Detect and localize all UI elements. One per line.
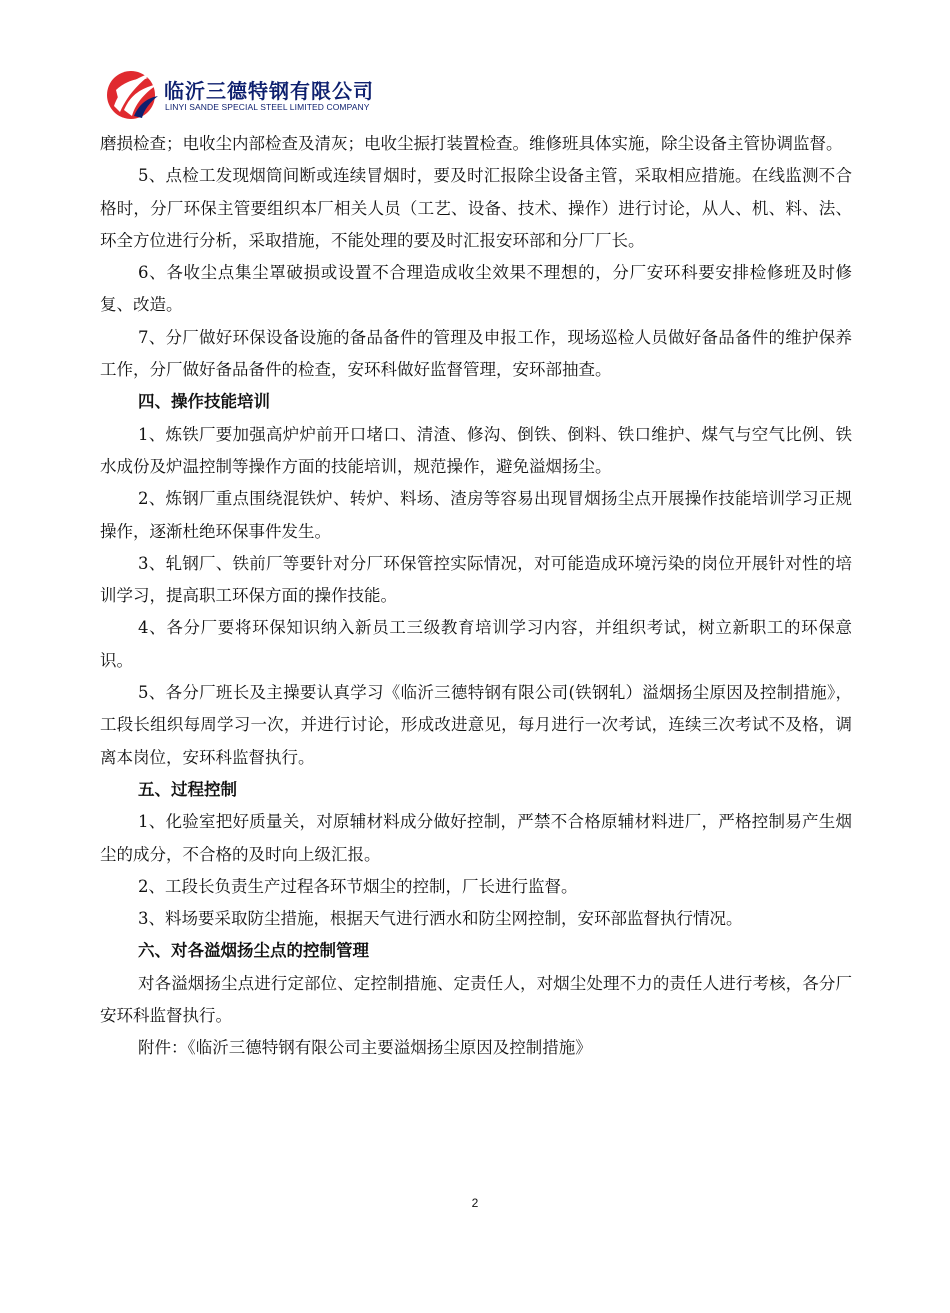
paragraph: 5、点检工发现烟筒间断或连续冒烟时，要及时汇报除尘设备主管，采取相应措施。在线监测不合格时，分厂环保主管要组织本厂相关人员（工艺、设备、技术、操作）进行讨论，从人、机、料、法、环全方位进行分析，采取措施，不能处理的要及时汇报安环部和分厂厂长。 (100, 166, 852, 250)
company-name-cn: 临沂三德特钢有限公司 (164, 79, 374, 103)
paragraph: 7、分厂做好环保设备设施的备品备件的管理及申报工作，现场巡检人员做好备品备件的维护保养工作，分厂做好备品备件的检查，安环科做好监督管理，安环部抽查。 (100, 327, 852, 380)
document-header (104, 64, 864, 124)
document-body (100, 128, 852, 1065)
paragraph: 1、炼铁厂要加强高炉炉前开口堵口、清渣、修沟、倒铁、倒料、铁口维护、煤气与空气比例、铁水成份及炉温控制等操作方面的技能培训，规范操作，避免溢烟扬尘。 (100, 424, 852, 476)
paragraph: 5、各分厂班长及主操要认真学习《临沂三德特钢有限公司(铁钢轧）溢烟扬尘原因及控制措施》，工段长组织每周学习一次，并进行讨论，形成改进意见，每月进行一次考试，连续三次考试不及格，调离本岗位，安环科监督执行。 (100, 683, 852, 767)
paragraph: 4、各分厂要将环保知识纳入新员工三级教育培训学习内容，并组织考试，树立新职工的环保意识。 (100, 618, 852, 670)
paragraph: 对各溢烟扬尘点进行定部位、定控制措施、定责任人，对烟尘处理不力的责任人进行考核，各分厂安环科监督执行。 (100, 973, 852, 1026)
section-heading: 六、对各溢烟扬尘点的控制管理 (138, 941, 369, 961)
paragraph: 3、料场要采取防尘措施，根据天气进行洒水和防尘网控制，安环部监督执行情况。 (138, 909, 743, 929)
paragraph: 3、轧钢厂、铁前厂等要针对分厂环保管控实际情况，对可能造成环境污染的岗位开展针对性的培训学习，提高职工环保方面的操作技能。 (100, 553, 852, 606)
paragraph: 6、各收尘点集尘罩破损或设置不合理造成收尘效果不理想的，分厂安环科要安排检修班及时修复、改造。 (100, 263, 852, 315)
company-logo-icon (104, 66, 160, 120)
section-heading: 四、操作技能培训 (138, 392, 270, 412)
company-name-en: LINYI SANDE SPECIAL STEEL LIMITED COMPANY (165, 102, 370, 112)
paragraph: 1、化验室把好质量关，对原辅材料成分做好控制，严禁不合格原辅材料进厂，严格控制易产生烟尘的成分，不合格的及时向上级汇报。 (100, 812, 852, 864)
section-heading: 五、过程控制 (138, 779, 237, 799)
paragraph: 磨损检查；电收尘内部检查及清灰；电收尘振打装置检查。维修班具体实施，除尘设备主管协调监督。 (100, 134, 843, 153)
paragraph: 2、炼钢厂重点围绕混铁炉、转炉、料场、渣房等容易出现冒烟扬尘点开展操作技能培训学习正规操作，逐渐杜绝环保事件发生。 (100, 489, 852, 541)
attachment-note: 附件：《临沂三德特钢有限公司主要溢烟扬尘原因及控制措施》 (138, 1038, 592, 1058)
paragraph: 2、工段长负责生产过程各环节烟尘的控制，厂长进行监督。 (138, 876, 578, 896)
page-number: 2 (471, 1196, 479, 1210)
